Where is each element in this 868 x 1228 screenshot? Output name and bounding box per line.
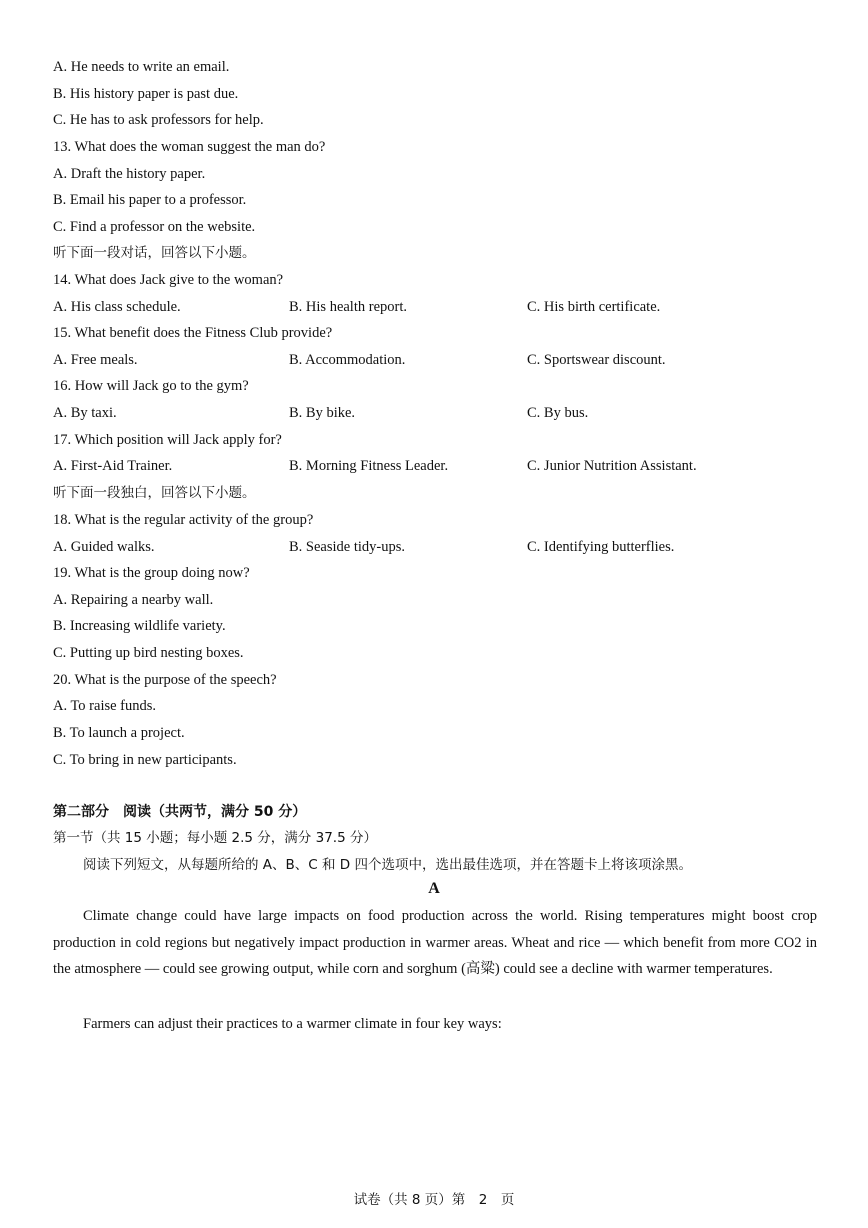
q16-stem: 16. How will Jack go to the gym? xyxy=(53,378,249,394)
q20-option-a: A. To raise funds. xyxy=(53,698,157,714)
q19-stem: 19. What is the group doing now? xyxy=(53,565,250,581)
section-one-heading: 第一节（共 15 小题；每小题 2.5 分，满分 37.5 分） xyxy=(53,830,377,846)
reading-instruction: 阅读下列短文，从每题所给的 A、B、C 和 D 四个选项中，选出最佳选项，并在答题卡上将该项涂黑。 xyxy=(83,857,692,873)
q18-option-a: A. Guided walks. xyxy=(53,539,155,555)
q20-option-b: B. To launch a project. xyxy=(53,725,185,741)
q19-option-a: A. Repairing a nearby wall. xyxy=(53,592,214,608)
listening-instruction-monologue: 听下面一段独白，回答以下小题。 xyxy=(53,485,256,501)
q14-option-a: A. His class schedule. xyxy=(53,299,181,315)
passage-paragraph-1: Climate change could have large impacts on food production across the world. Rising temperatures might boost crop production in cold regions but negatively impact production in warmer areas. Wheat and rice — which benefit from more CO2 in the atmosphere — could see growing output, while corn and sorghum (高粱) could see a decline with warmer temperatures. xyxy=(53,908,817,978)
q20-stem: 20. What is the purpose of the speech? xyxy=(53,672,277,688)
q14-option-c: C. His birth certificate. xyxy=(527,299,661,315)
listening-instruction-dialogue: 听下面一段对话，回答以下小题。 xyxy=(53,245,256,261)
q16-option-b: B. By bike. xyxy=(289,405,356,421)
q13-stem: 13. What does the woman suggest the man do? xyxy=(53,139,326,155)
passage-paragraph-2: Farmers can adjust their practices to a warmer climate in four key ways: xyxy=(83,1016,502,1032)
page-footer: 试卷（共 8 页）第 2 页 xyxy=(353,1192,515,1208)
q14-option-b: B. His health report. xyxy=(289,299,407,315)
q18-option-b: B. Seaside tidy-ups. xyxy=(289,539,405,555)
q15-option-b: B. Accommodation. xyxy=(289,352,406,368)
q19-option-b: B. Increasing wildlife variety. xyxy=(53,618,226,634)
q17-option-a: A. First-Aid Trainer. xyxy=(53,458,173,474)
q19-option-c: C. Putting up bird nesting boxes. xyxy=(53,645,244,661)
q12-option-c: C. He has to ask professors for help. xyxy=(53,112,264,128)
q13-option-b: B. Email his paper to a professor. xyxy=(53,192,247,208)
q16-option-a: A. By taxi. xyxy=(53,405,117,421)
q18-option-c: C. Identifying butterflies. xyxy=(527,539,675,555)
passage-label: A xyxy=(428,880,440,897)
q17-stem: 17. Which position will Jack apply for? xyxy=(53,432,282,448)
q12-option-a: A. He needs to write an email. xyxy=(53,59,230,75)
q12-option-b: B. His history paper is past due. xyxy=(53,86,239,102)
q15-stem: 15. What benefit does the Fitness Club provide? xyxy=(53,325,333,341)
q15-option-a: A. Free meals. xyxy=(53,352,138,368)
q14-stem: 14. What does Jack give to the woman? xyxy=(53,272,284,288)
part-two-heading: 第二部分 阅读（共两节，满分 50 分） xyxy=(53,804,307,820)
q17-option-c: C. Junior Nutrition Assistant. xyxy=(527,458,697,474)
q13-option-c: C. Find a professor on the website. xyxy=(53,219,256,235)
q17-option-b: B. Morning Fitness Leader. xyxy=(289,458,449,474)
q20-option-c: C. To bring in new participants. xyxy=(53,752,237,768)
q16-option-c: C. By bus. xyxy=(527,405,589,421)
q13-option-a: A. Draft the history paper. xyxy=(53,166,206,182)
q18-stem: 18. What is the regular activity of the group? xyxy=(53,512,314,528)
q15-option-c: C. Sportswear discount. xyxy=(527,352,666,368)
